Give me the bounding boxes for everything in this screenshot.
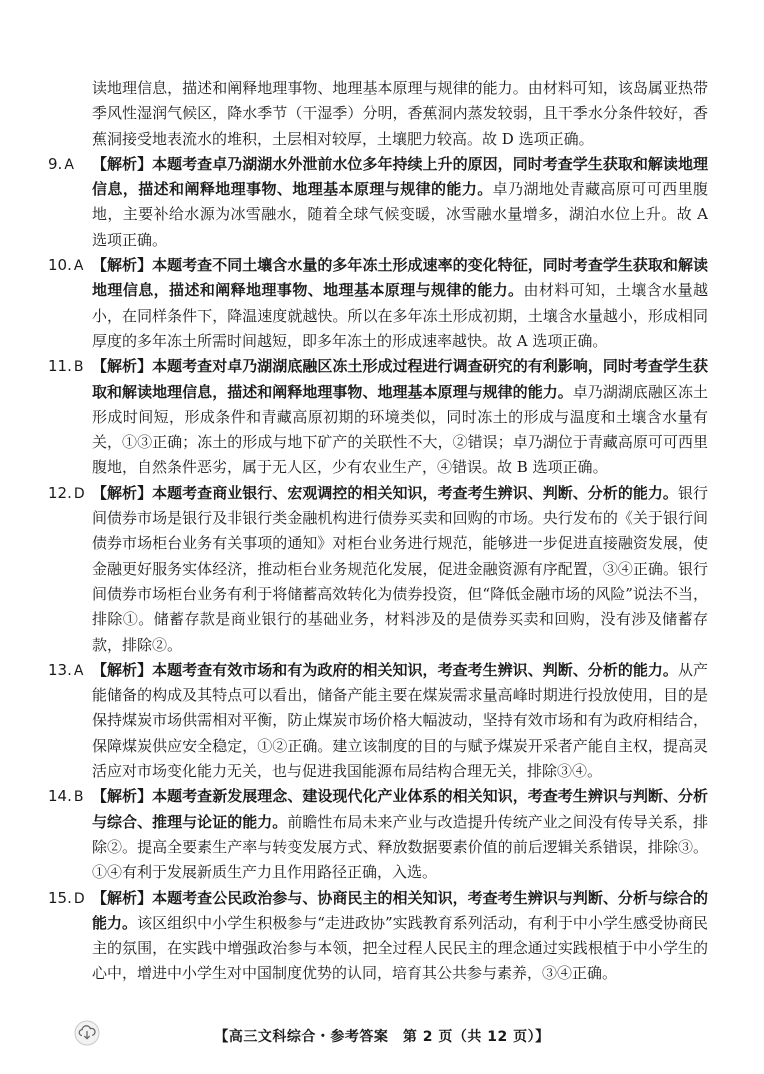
item-number: 11. B: [48, 357, 84, 376]
answer-item-13: [48, 658, 708, 784]
item-text: 【解析】本题考查对卓乃湖湖底融区冻土形成过程进行调查研究的有利影响，同时考查学生获取和解读地理信息，描述和阐释地理事物、地理基本原理与规律的能力。卓乃湖湖底融区冻土形成时间短，形成条件和青藏高原初期的环境类似，同时冻土的形成与温度和土壤含水量有关，①③正确；冻土的形成与地下矿产的关联性不大，②错误；卓乃湖位于青藏高原可可西里腹地，自然条件恶劣，属于无人区，少有农业生产，④错误。故 B 选项正确。: [92, 357, 708, 477]
item-text: 【解析】本题考查不同土壤含水量的多年冻土形成速率的变化特征，同时考查学生获取和解读地理信息，描述和阐释地理事物、地理基本原理与规律的能力。由材料可知，土壤含水量越小，在同样条件下，降温速度就越快。所以在多年冻土形成初期，土壤含水量越小，形成相同厚度的多年冻土所需时间越短，即多年冻土的形成速率越快。故 A 选项正确。: [92, 256, 708, 350]
continued-paragraph: 读地理信息，描述和阐释地理事物、地理基本原理与规律的能力。由材料可知，该岛属亚热带季风性湿润气候区，降水季节（干湿季）分明，香蕉洞内蒸发较弱，且干季水分条件较好，香蕉洞接受地表流水的堆积，土层相对较厚，土壤肥力较高。故 D 选项正确。: [92, 79, 708, 148]
answer-item-14: [48, 784, 708, 885]
item-number: 9. A: [48, 154, 74, 173]
item-text: 【解析】本题考查卓乃湖湖水外泄前水位多年持续上升的原因，同时考查学生获取和解读地理信息，描述和阐释地理事物、地理基本原理与规律的能力。卓乃湖地处青藏高原可可西里腹地，主要补给水源为冰雪融水，随着全球气候变暖，冰雪融水量增多，湖泊水位上升。故 A 选项正确。: [92, 154, 708, 249]
answer-item-9: [48, 152, 708, 253]
footer-page-label: 【高三文科综合・参考答案 第 2 页（共 12 页）】: [214, 1029, 550, 1045]
item-text: 【解析】本题考查商业银行、宏观调控的相关知识，考查考生辨识、判断、分析的能力。银行间债券市场是银行及非银行类金融机构进行债券买卖和回购的市场。央行发布的《关于银行间债券市场柜台业务有关事项的通知》对柜台业务进行规范，能够进一步促进直接融资发展，使金融更好服务实体经济，推动柜台业务规范化发展，促进金融资源有序配置，③④正确。银行间债券市场柜台业务有利于将储蓄高效转化为债券投资，但“降低金融市场的风险”说法不当，排除①。储蓄存款是商业银行的基础业务，材料涉及的是债券买卖和回购，没有涉及储蓄存款，排除②。: [92, 483, 708, 654]
answer-item-15: [48, 886, 708, 987]
answer-item-11: [48, 354, 708, 480]
page-footer: [0, 1018, 764, 1058]
item-text: 【解析】本题考查公民政治参与、协商民主的相关知识，考查考生辨识与判断、分析与综合的能力。该区组织中小学生积极参与“走进政协”实践教育系列活动，有利于中小学生感受协商民主的氛围，在实践中增强政治参与本领，把全过程人民民主的理念通过实践根植于中小学生的心中，增进中小学生对中国制度优势的认同，培育其公共参与素养，③④正确。: [92, 888, 708, 983]
answer-item-10: [48, 253, 708, 354]
item-number: 14. B: [48, 787, 84, 806]
item-number: 10. A: [48, 256, 84, 275]
answer-content: [48, 76, 708, 987]
item-number: 15. D: [48, 888, 85, 907]
answer-item-12: [48, 481, 708, 658]
item-number: 12. D: [48, 483, 85, 502]
item-text: 【解析】本题考查新发展理念、建设现代化产业体系的相关知识，考查考生辨识与判断、分析与综合、推理与论证的能力。前瞻性布局未来产业与改造提升传统产业之间没有传导关系，排除②。提高全要素生产率与转变发展方式、释放数据要素价值的前后逻辑关系错误，排除③。①④有利于发展新质生产力且作用路径正确，入选。: [92, 787, 708, 882]
item-number: 13. A: [48, 660, 84, 679]
item-text: 【解析】本题考查有效市场和有为政府的相关知识，考查考生辨识、判断、分析的能力。从产能储备的构成及其特点可以看出，储备产能主要在煤炭需求量高峰时期进行投放使用，目的是保持煤炭市场供需相对平衡，防止煤炭市场价格大幅波动，坚持有效市场和有为政府相结合，保障煤炭供应安全稳定，①②正确。建立该制度的目的与赋予煤炭开采者产能自主权，提高灵活应对市场变化能力无关，也与促进我国能源布局结构合理无关，排除③④。: [92, 660, 708, 781]
